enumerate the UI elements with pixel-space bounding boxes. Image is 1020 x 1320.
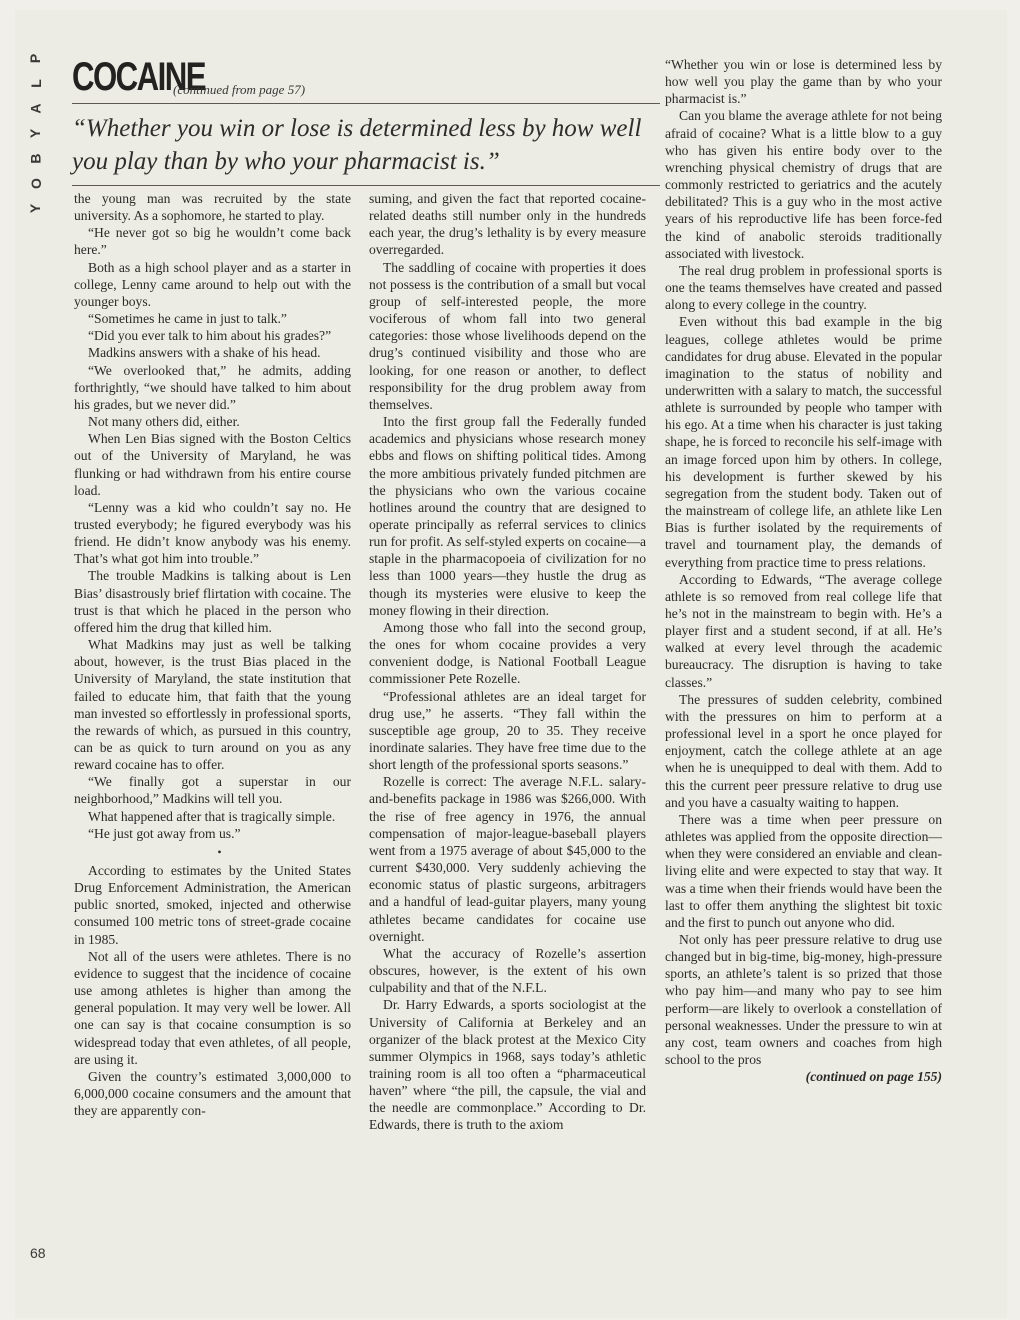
masthead-playboy: [22, 46, 50, 216]
paragraph: “We finally got a superstar in our neighborhood,” Madkins will tell you.: [74, 774, 351, 807]
paragraph: According to Edwards, “The average college athlete is so removed from real college life that he’s not in the mainstream to begin with. He’s a player first and a student second, if at all. He’s walked at every level through the academic bureaucracy. The disruption is having to take classes.”: [665, 571, 942, 690]
pull-quote: “Whether you win or lose is determined less by how well you play than by who your pharmacist is.”: [72, 115, 642, 175]
paragraph: Madkins answers with a shake of his head.: [88, 345, 321, 361]
masthead-letter: B: [27, 153, 44, 164]
paragraph: Even without this bad example in the big leagues, college athletes would be prime candidates for drug abuse. Elevated in the popular imagination to the status of nobility and underwritten with a salary to match, the successful athlete is surrounded by people who tamper with his ego. At a time when his character is just taking shape, he is forced to reconcile his self-image with an image forced upon him by others. In college, his development is further skewed by his segregation from the student body. Taken out of the mainstream of college life, an athlete like Len Bias is further isolated by the requirements of travel and tournament play, the demands of everything from practice time to press relations.: [665, 314, 942, 570]
paragraph: The saddling of cocaine with properties it does not possess is the contribution of a small but vocal group of self-interested people, the more vociferous of whom fall into two general categories: those whose livelihoods depend on the drug’s continued visibility and those who are looking, for one reason or another, to deflect responsibility for the drug problem away from themselves.: [369, 259, 646, 412]
title-rule: [72, 103, 660, 104]
paragraph: The real drug problem in professional sports is one the teams themselves have created and passed along to every college in the country.: [665, 262, 942, 313]
paragraph: Dr. Harry Edwards, a sports sociologist at the University of California at Berkeley and an organizer of the black protest at the Mexico City summer Olympics in 1968, says today’s athletic training room is all too often a “pharmaceutical haven” where “the pill, the capsule, the vial and the needle are commonplace.” According to Dr. Edwards, there is truth to the axiom: [369, 997, 646, 1133]
paragraph: “He never got so big he wouldn’t come back here.”: [74, 225, 351, 258]
section-break-bullet: •: [217, 844, 222, 859]
paragraph: “Lenny was a kid who couldn’t say no. He trusted everybody; he figured everybody was his friend. He didn’t know anybody was his enemy. That’s what got him into trouble.”: [74, 499, 351, 567]
paragraph: What happened after that is tragically simple.: [88, 808, 336, 824]
paragraph: Not only has peer pressure relative to drug use changed but in big-time, big-money, high-pressure sports, an athlete’s talent is so prized that those who pay him—and many who pay to see him perform—are likely to overlook a constellation of personal weaknesses. Under the pressure to win at any cost, team owners and coaches from high school to the pros: [665, 931, 942, 1068]
paragraph: suming, and given the fact that reported cocaine-related deaths still number only in the hundreds each year, the drug’s lethality is by every measure overregarded.: [369, 191, 646, 258]
paragraph: There was a time when peer pressure on athletes was applied from the opposite direction—when they were considered an enviable and clean-living elite and were expected to stay that way. It was a time when their friends would have been the last to offer them anything the slightest bit toxic and the first to punch out anyone who did.: [665, 811, 942, 930]
masthead-letter: P: [27, 53, 44, 64]
page-number: 68: [30, 1245, 46, 1261]
paragraph: Not all of the users were athletes. There is no evidence to suggest that the incidence of cocaine use among athletes is higher than among the general population. It may very well be lower. All one can say is that cocaine consumption is so widespread today that even athletes, of all people, are using it.: [74, 948, 351, 1067]
pull-quote-rule: [72, 185, 660, 186]
paragraph: Can you blame the average athlete for not being afraid of cocaine? What is a little blow to a guy who has given his entire body over to the wrenching physical chemistry of drugs that are commonly restricted to geriatrics and the acutely debilitated? This is a guy who in the most active years of his reproductive life has been force-fed the kind of anabolic steroids traditionally associated with livestock.: [665, 108, 942, 261]
continued-on-note: (continued on page 155): [805, 1069, 942, 1085]
masthead-letter: L: [27, 79, 44, 88]
paragraph: “Sometimes he came in just to talk.”: [88, 311, 287, 327]
paragraph: Among those who fall into the second group, the ones for whom cocaine provides a very convenient dodge, is National Football League commissioner Pete Rozelle.: [369, 619, 646, 687]
masthead-letter: Y: [27, 203, 44, 214]
text-column-2: [369, 190, 646, 1134]
paragraph: What Madkins may just as well be talking about, however, is the trust Bias placed in the University of Maryland, the state institution that failed to educate him, that faith that the young man invested so effortlessly in professional sports, the rewards of which, as pursued in this country, can be as quick to turn around on you as any reward cocaine has to offer.: [74, 637, 351, 773]
paragraph: What the accuracy of Rozelle’s assertion obscures, however, is the extent of his own culpability and that of the N.F.L.: [369, 945, 646, 996]
paragraph: “He just got away from us.”: [88, 825, 241, 841]
text-column-3: [665, 56, 942, 1085]
paragraph: Both as a high school player and as a starter in college, Lenny came around to help out with the younger boys.: [74, 259, 351, 309]
paragraph: “Whether you win or lose is determined less by how well you play the game than by who your pharmacist is.”: [665, 57, 942, 107]
paragraph: “Professional athletes are an ideal target for drug use,” he asserts. “They fall within the susceptible age group, 20 to 35. They receive inordinate salaries. They have free time due to the short length of the professional sports seasons.”: [369, 688, 646, 773]
paragraph: the young man was recruited by the state university. As a sophomore, he started to play.: [74, 191, 351, 224]
paragraph: When Len Bias signed with the Boston Celtics out of the University of Maryland, he was flunking or had withdrawn from his entire course load.: [74, 431, 351, 498]
paragraph: The trouble Madkins is talking about is Len Bias’ disastrously brief flirtation with cocaine. The trust is that which he placed in the person who offered him the drug that killed him.: [74, 568, 351, 635]
paragraph: The pressures of sudden celebrity, combined with the pressures on him to perform at a professional level in a sport he once played for enjoyment, catch the college athlete at an age when he is unequipped to deal with them. Add to this the current peer pressure relative to drug use and you have a casualty waiting to happen.: [665, 691, 942, 810]
paragraph: According to estimates by the United States Drug Enforcement Administration, the American public snorted, smoked, injected and otherwise consumed 100 metric tons of street-grade cocaine in 1985.: [74, 862, 351, 947]
article-title: COCAINE: [72, 55, 205, 99]
masthead-letter: A: [27, 103, 44, 114]
text-column-1: [74, 190, 351, 1119]
masthead-letter: O: [27, 178, 44, 189]
continued-from-note: (continued from page 57): [173, 82, 306, 97]
masthead-letter: Y: [27, 128, 44, 139]
paragraph: “We overlooked that,” he admits, adding forthrightly, “we should have talked to him about his grades, but we never did.”: [74, 362, 351, 412]
paragraph: Rozelle is correct: The average N.F.L. salary-and-benefits package in 1986 was $266,000. With the rise of free agency in 1976, the annual compensation of major-league-baseball players went from a 1975 average of about $45,000 to the current $430,000. Very suddenly achieving the economic status of plastic surgeons, arbitragers and a handful of lead-guitar players, many young athletes became candidates for cocaine use overnight.: [369, 774, 646, 944]
paragraph: Not many others did, either.: [88, 414, 240, 430]
paragraph: “Did you ever talk to him about his grades?”: [88, 328, 332, 344]
paragraph: Into the first group fall the Federally funded academics and physicians whose research money ebbs and flows on shifting political tides. Among the more ambitious privately funded pitchmen are the physicians who own the various cocaine hotlines around the country that are designed to operate principally as referral services to clinics run for profit. As self-styled experts on cocaine—a staple in the pharmacopoeia of civilization for no less than 1000 years—they hustle the drug as though its mysteries were elusive to keep the money flowing in their direction.: [369, 414, 646, 618]
paragraph: Given the country’s estimated 3,000,000 to 6,000,000 cocaine consumers and the amount that they are apparently con-: [74, 1068, 351, 1119]
